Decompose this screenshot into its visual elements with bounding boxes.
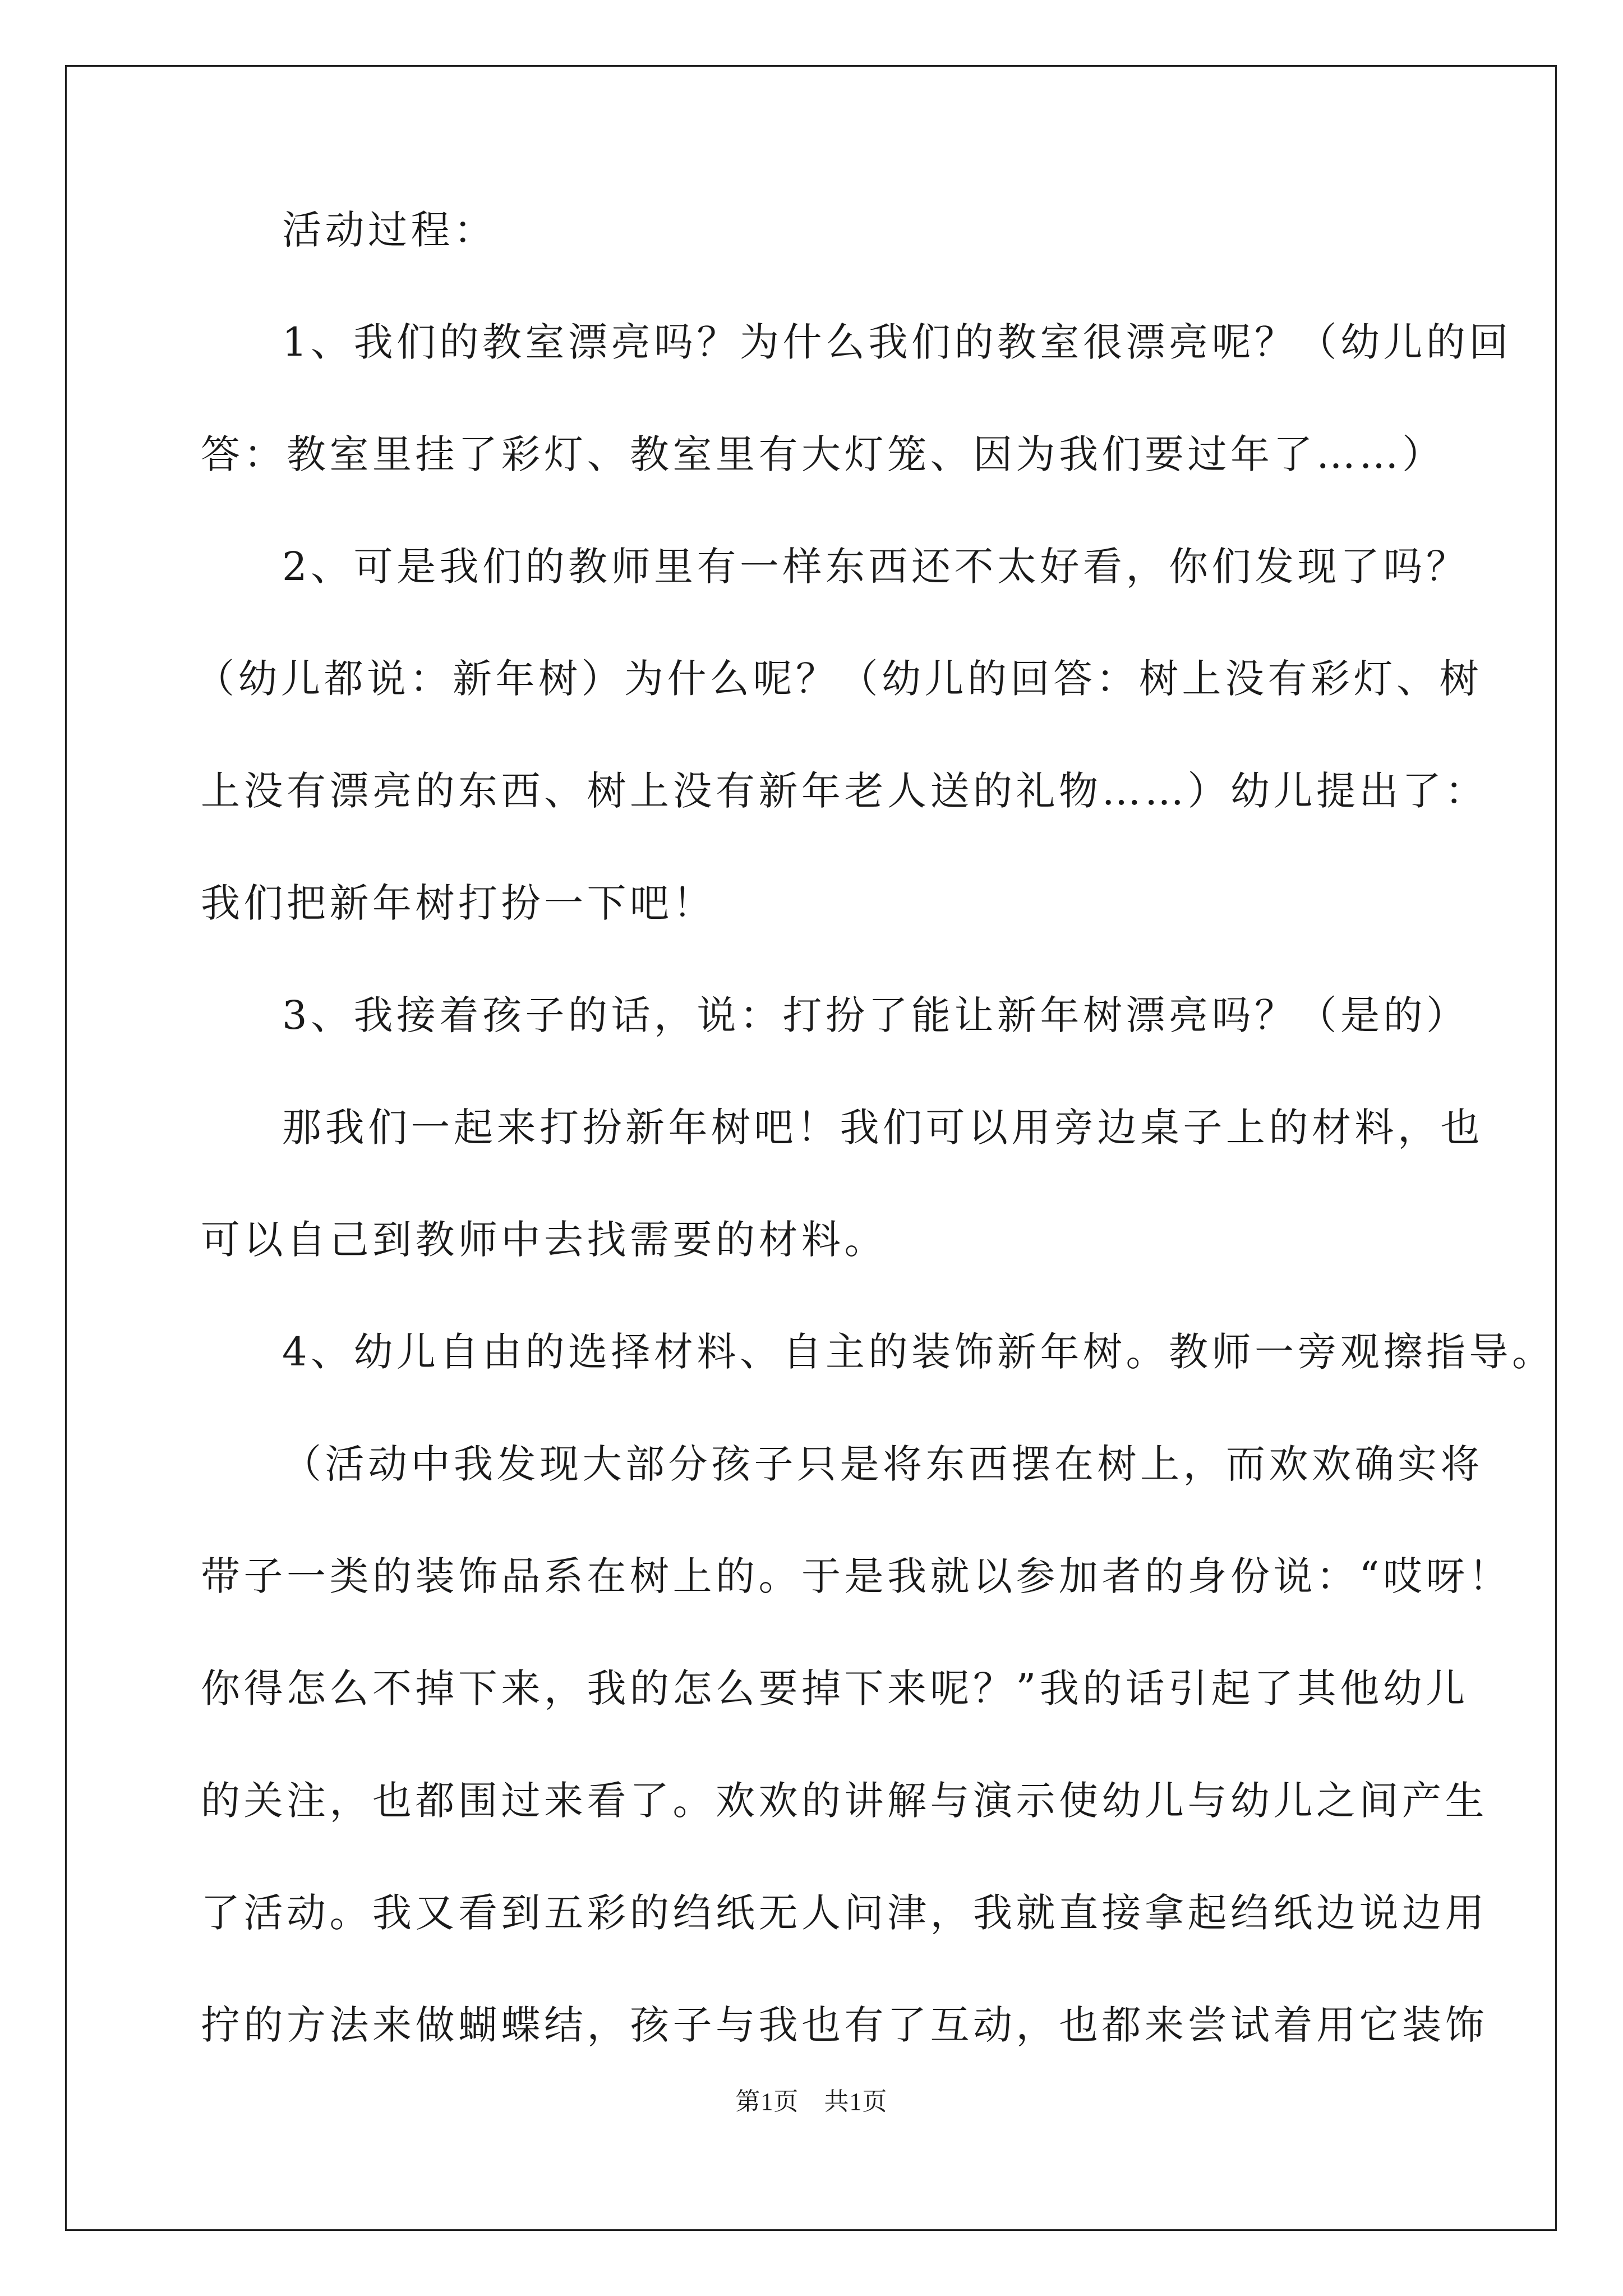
- paragraph-line: 答：教室里挂了彩灯、教室里有大灯笼、因为我们要过年了……）: [201, 431, 1445, 477]
- paragraph-line: 的关注，也都围过来看了。欢欢的讲解与演示使幼儿与幼儿之间产生: [201, 1778, 1488, 1824]
- paragraph-line: 上没有漂亮的东西、树上没有新年老人送的礼物……）幼儿提出了：: [201, 768, 1488, 814]
- paragraph-line: （活动中我发现大部分孩子只是将东西摆在树上，而欢欢确实将: [282, 1441, 1483, 1487]
- paragraph-line: 我们把新年树打扮一下吧！: [201, 880, 716, 926]
- paragraph-line: 那我们一起来打扮新年树吧！我们可以用旁边桌子上的材料，也: [282, 1105, 1483, 1151]
- paragraph-line: 1、我们的教室漂亮吗？为什么我们的教室很漂亮呢？（幼儿的回: [282, 319, 1513, 365]
- paragraph-line: 了活动。我又看到五彩的绉纸无人问津，我就直接拿起绉纸边说边用: [201, 1890, 1488, 1936]
- paragraph-line: 4、幼儿自由的选择材料、自主的装饰新年树。教师一旁观擦指导。: [282, 1329, 1555, 1375]
- paragraph-line: 3、我接着孩子的话，说：打扮了能让新年树漂亮吗？（是的）: [282, 992, 1469, 1038]
- paragraph-line: 可以自己到教师中去找需要的材料。: [201, 1217, 887, 1263]
- paragraph-line: 2、可是我们的教师里有一样东西还不太好看，你们发现了吗？: [282, 544, 1469, 590]
- section-heading: 活动过程：: [282, 207, 497, 253]
- page-number-footer: 第1页 共1页: [735, 2088, 888, 2115]
- paragraph-line: 拧的方法来做蝴蝶结，孩子与我也有了互动，也都来尝试着用它装饰: [201, 2002, 1488, 2048]
- paragraph-line: （幼儿都说：新年树）为什么呢？（幼儿的回答：树上没有彩灯、树: [195, 656, 1482, 702]
- paragraph-line: 带子一类的装饰品系在树上的。于是我就以参加者的身份说：“哎呀！: [201, 1553, 1512, 1599]
- paragraph-line: 你得怎么不掉下来，我的怎么要掉下来呢？”我的话引起了其他幼儿: [201, 1665, 1469, 1711]
